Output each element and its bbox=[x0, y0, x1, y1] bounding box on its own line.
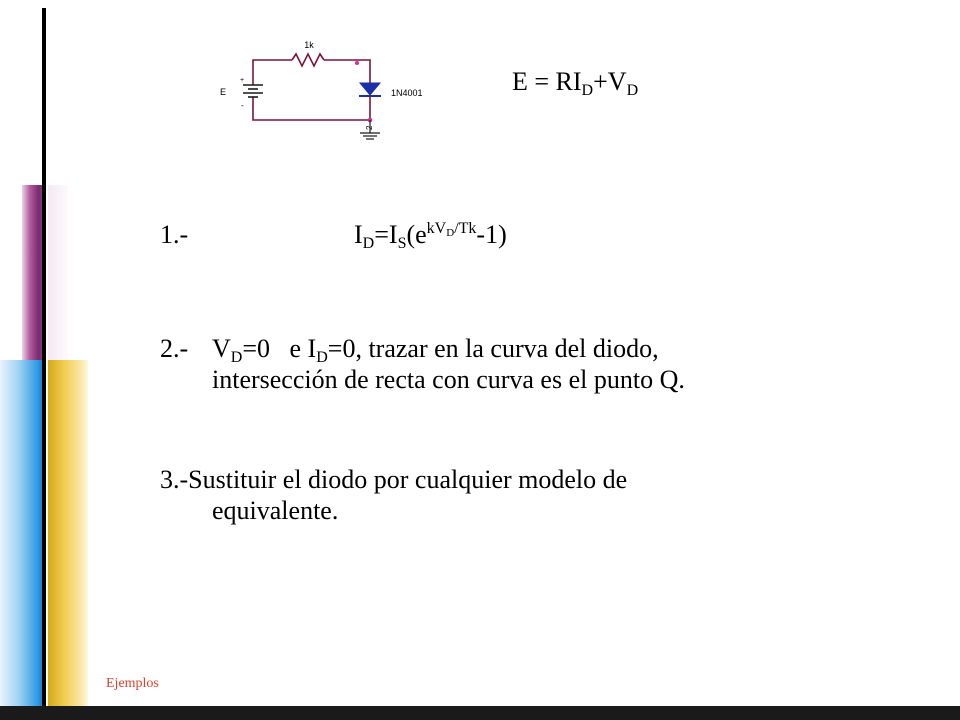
battery-symbol bbox=[243, 85, 263, 97]
node-number: 2 bbox=[365, 125, 374, 130]
resistor-symbol bbox=[292, 54, 324, 66]
item3-line2: equivalente. bbox=[212, 496, 339, 525]
wire-bottom bbox=[253, 105, 370, 120]
item1-number: 1.- bbox=[160, 220, 189, 249]
minus-sign: - bbox=[241, 101, 244, 110]
main-equation: $E = RI_D+V_D$ bbox=[512, 67, 639, 99]
blue-decor-bar bbox=[0, 360, 42, 710]
item3-paragraph bbox=[160, 464, 880, 526]
diode-symbol bbox=[359, 79, 381, 105]
footer-label: Ejemplos bbox=[106, 676, 159, 691]
bottom-border-bar bbox=[0, 706, 960, 720]
wire-top-left bbox=[253, 60, 292, 63]
item2-line1: $V_D=0$ e $I_D=0$, trazar en la curva del diodo, bbox=[212, 334, 659, 366]
item1-equation: $I_D=I_S(e^{kVD/Tk}-1)$ bbox=[354, 220, 507, 252]
circuit-diagram bbox=[210, 35, 470, 150]
yellow-decor-bar bbox=[48, 360, 88, 710]
item2-line2: intersección de recta con curva es el punto Q. bbox=[212, 365, 685, 394]
vertical-divider-line bbox=[42, 8, 46, 708]
item2-paragraph bbox=[160, 333, 880, 395]
node-dot-top bbox=[355, 61, 359, 65]
item3-line1: 3.-Sustituir el diodo por cualquier modelo de bbox=[160, 465, 628, 494]
item2-number: 2.- bbox=[160, 334, 189, 363]
plus-sign: + bbox=[240, 77, 245, 84]
diode-label: 1N4001 bbox=[391, 88, 423, 98]
source-label: E bbox=[220, 87, 227, 97]
resistor-label: 1k bbox=[304, 40, 314, 50]
wire-top-right bbox=[324, 60, 370, 79]
